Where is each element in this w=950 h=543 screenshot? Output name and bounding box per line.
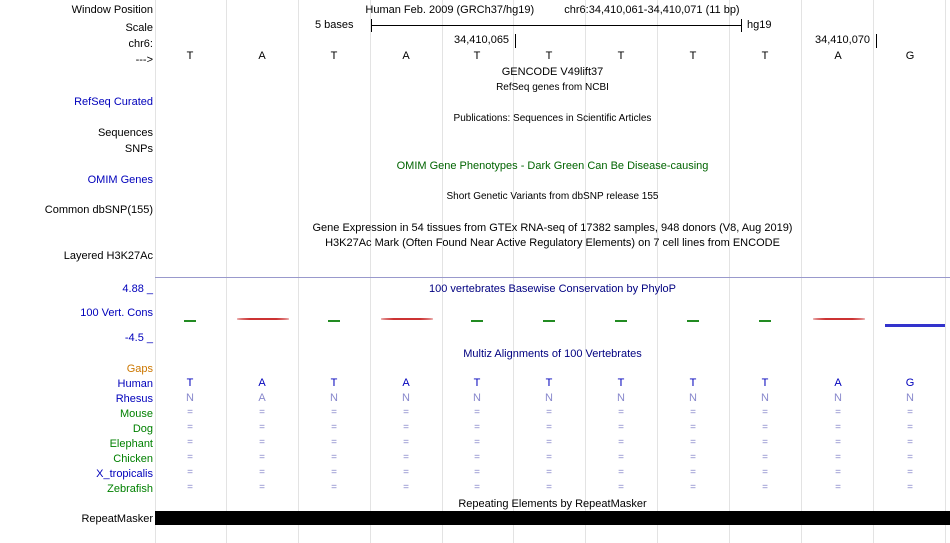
alignment-row-rhesus bbox=[155, 392, 950, 405]
gap-mark: = bbox=[331, 437, 337, 448]
align-base: A bbox=[834, 377, 842, 389]
gap-mark: = bbox=[331, 452, 337, 463]
gap-mark: = bbox=[907, 437, 913, 448]
label-layered-h3k27ac[interactable]: Layered H3K27Ac bbox=[63, 250, 153, 262]
gap-mark: = bbox=[835, 422, 841, 433]
multiz-track-title[interactable]: Multiz Alignments of 100 Vertebrates bbox=[463, 348, 642, 360]
base-letter: T bbox=[761, 50, 769, 62]
publications-track-title[interactable]: Publications: Sequences in Scientific Articles bbox=[453, 113, 652, 124]
base-letter-row bbox=[155, 50, 950, 64]
gap-mark: = bbox=[835, 467, 841, 478]
scale-bar bbox=[155, 18, 950, 32]
gap-mark: = bbox=[187, 422, 193, 433]
gap-mark: = bbox=[762, 452, 768, 463]
base-letter: T bbox=[473, 50, 481, 62]
gap-mark: = bbox=[187, 437, 193, 448]
repeatmasker-track-title[interactable]: Repeating Elements by RepeatMasker bbox=[458, 498, 647, 510]
align-base: N bbox=[761, 392, 769, 404]
gap-mark: = bbox=[618, 452, 624, 463]
conservation-bar bbox=[471, 320, 483, 322]
gap-mark: = bbox=[690, 482, 696, 493]
gap-mark: = bbox=[835, 437, 841, 448]
alignment-row-mouse bbox=[155, 408, 950, 421]
gap-mark: = bbox=[474, 437, 480, 448]
base-letter: T bbox=[186, 50, 194, 62]
align-base: T bbox=[186, 377, 194, 389]
gap-mark: = bbox=[259, 407, 265, 418]
refseq-track-subtitle[interactable]: RefSeq genes from NCBI bbox=[496, 82, 609, 93]
conservation-plot bbox=[155, 300, 950, 340]
conservation-track-border bbox=[155, 277, 950, 278]
conservation-bar bbox=[543, 320, 555, 322]
h3k27ac-track-title[interactable]: H3K27Ac Mark (Often Found Near Active Regulatory Elements) on 7 cell lines from ENCODE bbox=[325, 237, 780, 249]
gap-mark: = bbox=[546, 482, 552, 493]
conservation-bar bbox=[184, 320, 196, 322]
scale-bar-left-end bbox=[371, 19, 372, 32]
label-cons-min: -4.5 _ bbox=[124, 332, 153, 344]
gap-mark: = bbox=[403, 452, 409, 463]
alignment-row-dog bbox=[155, 423, 950, 436]
conservation-bar bbox=[328, 320, 340, 322]
conservation-bar-negative bbox=[813, 318, 865, 320]
gap-mark: = bbox=[618, 437, 624, 448]
gap-mark: = bbox=[259, 422, 265, 433]
label-species-human[interactable]: Human bbox=[117, 378, 153, 390]
align-base: N bbox=[906, 392, 914, 404]
gap-mark: = bbox=[331, 422, 337, 433]
gap-mark: = bbox=[403, 407, 409, 418]
label-window-position: Window Position bbox=[71, 4, 153, 16]
label-species-rhesus[interactable]: Rhesus bbox=[115, 393, 153, 405]
scale-bases-label: 5 bases bbox=[315, 19, 354, 31]
gap-mark: = bbox=[835, 407, 841, 418]
label-species-x-tropicalis[interactable]: X_tropicalis bbox=[96, 468, 153, 480]
label-cons-max: 4.88 _ bbox=[122, 283, 153, 295]
align-base: A bbox=[258, 392, 266, 404]
gap-mark: = bbox=[690, 467, 696, 478]
scale-bar-right-end bbox=[741, 19, 742, 32]
phylop-track-title[interactable]: 100 vertebrates Basewise Conservation by PhyloP bbox=[428, 283, 677, 295]
label-species-chicken[interactable]: Chicken bbox=[113, 453, 153, 465]
gap-mark: = bbox=[187, 452, 193, 463]
base-letter: T bbox=[689, 50, 697, 62]
gap-mark: = bbox=[403, 467, 409, 478]
gap-mark: = bbox=[546, 452, 552, 463]
omim-track-title[interactable]: OMIM Gene Phenotypes - Dark Green Can Be Disease-causing bbox=[396, 160, 709, 172]
align-base: T bbox=[617, 377, 625, 389]
label-species-mouse[interactable]: Mouse bbox=[119, 408, 153, 420]
align-base: N bbox=[617, 392, 625, 404]
position-tick-mark bbox=[876, 34, 877, 48]
gap-mark: = bbox=[907, 467, 913, 478]
gap-mark: = bbox=[835, 482, 841, 493]
gap-mark: = bbox=[835, 452, 841, 463]
gap-mark: = bbox=[474, 467, 480, 478]
position-text: chr6:34,410,061-34,410,071 (11 bp) bbox=[564, 4, 740, 16]
scale-bar-line bbox=[371, 25, 741, 26]
gap-mark: = bbox=[618, 482, 624, 493]
conservation-bar bbox=[759, 320, 771, 322]
assembly-title: Human Feb. 2009 (GRCh37/hg19) bbox=[365, 4, 535, 16]
gap-mark: = bbox=[690, 437, 696, 448]
label-species-dog[interactable]: Dog bbox=[132, 423, 153, 435]
scale-assembly-label: hg19 bbox=[747, 19, 772, 31]
gap-mark: = bbox=[331, 467, 337, 478]
conservation-bar-positive bbox=[885, 324, 945, 327]
label-snps[interactable]: SNPs bbox=[124, 143, 153, 155]
conservation-bar-negative bbox=[237, 318, 289, 320]
position-tick-label: 34,410,070 bbox=[815, 34, 871, 46]
gap-mark: = bbox=[474, 452, 480, 463]
base-letter: G bbox=[905, 50, 915, 62]
alignment-row-zebrafish bbox=[155, 483, 950, 496]
gap-mark: = bbox=[187, 467, 193, 478]
align-base: T bbox=[473, 377, 481, 389]
gap-mark: = bbox=[331, 407, 337, 418]
gap-mark: = bbox=[907, 407, 913, 418]
align-base: N bbox=[186, 392, 194, 404]
gap-mark: = bbox=[907, 482, 913, 493]
conservation-bar bbox=[687, 320, 699, 322]
base-letter: T bbox=[617, 50, 625, 62]
gap-mark: = bbox=[546, 467, 552, 478]
gtex-track-title[interactable]: Gene Expression in 54 tissues from GTEx RNA-seq of 17382 samples, 948 donors (V8, Aug 2019) bbox=[312, 222, 793, 234]
base-letter: A bbox=[258, 50, 266, 62]
gap-mark: = bbox=[618, 467, 624, 478]
align-base: N bbox=[689, 392, 697, 404]
gap-mark: = bbox=[762, 437, 768, 448]
gap-mark: = bbox=[474, 422, 480, 433]
label-species-elephant[interactable]: Elephant bbox=[109, 438, 153, 450]
alignment-row-elephant bbox=[155, 438, 950, 451]
label-chrom: chr6: bbox=[128, 38, 153, 50]
label-repeatmasker[interactable]: RepeatMasker bbox=[81, 513, 153, 525]
label-omim-genes[interactable]: OMIM Genes bbox=[87, 174, 153, 186]
label-vert-cons[interactable]: 100 Vert. Cons bbox=[80, 307, 153, 319]
gap-mark: = bbox=[403, 482, 409, 493]
gap-mark: = bbox=[690, 452, 696, 463]
gap-mark: = bbox=[618, 422, 624, 433]
alignment-row-x-tropicalis bbox=[155, 468, 950, 481]
align-base: A bbox=[402, 377, 410, 389]
base-letter: A bbox=[402, 50, 410, 62]
position-tick-mark bbox=[515, 34, 516, 48]
align-base: N bbox=[402, 392, 410, 404]
base-letter: A bbox=[834, 50, 842, 62]
gap-mark: = bbox=[762, 407, 768, 418]
label-common-dbsnp[interactable]: Common dbSNP(155) bbox=[44, 204, 153, 216]
gap-mark: = bbox=[259, 482, 265, 493]
gap-mark: = bbox=[690, 407, 696, 418]
gap-mark: = bbox=[907, 422, 913, 433]
gap-mark: = bbox=[546, 422, 552, 433]
gap-mark: = bbox=[403, 437, 409, 448]
gap-mark: = bbox=[187, 482, 193, 493]
align-base: N bbox=[545, 392, 553, 404]
label-scale: Scale bbox=[125, 22, 153, 34]
label-sequences[interactable]: Sequences bbox=[97, 127, 153, 139]
alignment-row-human bbox=[155, 377, 950, 390]
align-base: T bbox=[761, 377, 769, 389]
conservation-bar bbox=[615, 320, 627, 322]
gap-mark: = bbox=[618, 407, 624, 418]
gap-mark: = bbox=[259, 467, 265, 478]
track-area bbox=[155, 0, 950, 543]
gap-mark: = bbox=[259, 452, 265, 463]
gap-mark: = bbox=[907, 452, 913, 463]
align-base: T bbox=[689, 377, 697, 389]
align-base: T bbox=[330, 377, 338, 389]
align-base: N bbox=[473, 392, 481, 404]
coordinate-ruler bbox=[155, 34, 950, 50]
gap-mark: = bbox=[474, 407, 480, 418]
align-base: T bbox=[545, 377, 553, 389]
gap-mark: = bbox=[762, 482, 768, 493]
label-refseq-curated[interactable]: RefSeq Curated bbox=[74, 96, 153, 108]
gap-mark: = bbox=[762, 422, 768, 433]
gap-mark: = bbox=[259, 437, 265, 448]
repeatmasker-feature-bar[interactable] bbox=[155, 511, 950, 525]
align-base: N bbox=[330, 392, 338, 404]
base-letter: T bbox=[330, 50, 338, 62]
base-letter: T bbox=[545, 50, 553, 62]
gap-mark: = bbox=[187, 407, 193, 418]
gap-mark: = bbox=[403, 422, 409, 433]
gap-mark: = bbox=[474, 482, 480, 493]
gap-mark: = bbox=[546, 407, 552, 418]
gap-mark: = bbox=[762, 467, 768, 478]
position-tick-label: 34,410,065 bbox=[454, 34, 510, 46]
alignment-row-chicken bbox=[155, 453, 950, 466]
align-base: N bbox=[834, 392, 842, 404]
gap-mark: = bbox=[331, 482, 337, 493]
label-species-zebrafish[interactable]: Zebrafish bbox=[107, 483, 153, 495]
gap-mark: = bbox=[546, 437, 552, 448]
gap-mark: = bbox=[690, 422, 696, 433]
track-label-column bbox=[0, 0, 155, 543]
label-strand-arrow: ---> bbox=[135, 54, 153, 66]
align-base: A bbox=[258, 377, 266, 389]
window-position-text bbox=[155, 4, 950, 16]
align-base: G bbox=[905, 377, 915, 389]
dbsnp-track-title[interactable]: Short Genetic Variants from dbSNP release 155 bbox=[446, 191, 659, 202]
conservation-bar-negative bbox=[381, 318, 433, 320]
label-gaps: Gaps bbox=[126, 363, 153, 375]
gencode-track-title[interactable]: GENCODE V49lift37 bbox=[501, 66, 604, 78]
